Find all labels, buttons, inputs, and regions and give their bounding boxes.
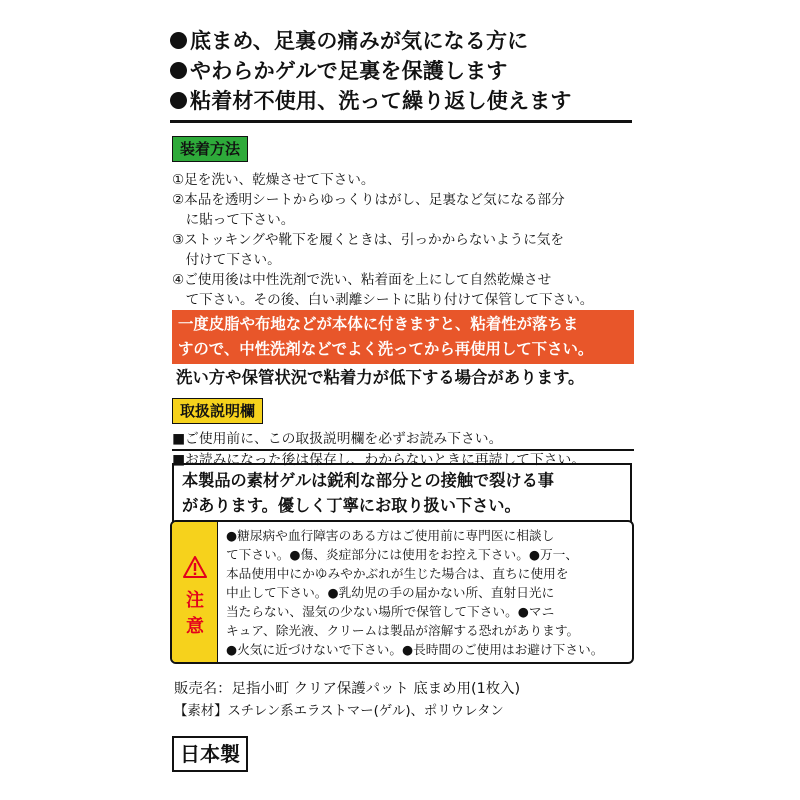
feature-text: やわらかゲルで足裏を保護します [190,59,508,83]
feature-item [170,56,640,86]
caution-sidebar [172,522,218,662]
gel-notice-box [172,463,632,523]
manual-line: ■ご使用前に、この取扱説明欄を必ずお読み下さい。 [172,431,503,447]
caution-label-char: 注 [186,590,204,611]
caution-text [226,526,630,659]
caution-label-char: 意 [186,616,204,637]
step-line: に貼って下さい。 [172,212,295,228]
feature-list [170,26,640,116]
feature-text: 粘着材不使用、洗って繰り返し使えます [190,89,572,113]
caution-line: 中止して下さい。●乳幼児の手の届かない所、直射日光に [226,585,555,600]
feature-text: 底まめ、足裏の痛みが気になる方に [190,29,529,53]
step-line: ①足を洗い、乾燥させて下さい。 [172,172,375,188]
gel-notice-line: 本製品の素材ゲルは鋭利な部分との接触で裂ける事 [182,471,554,490]
step-line: て下さい。その後、白い剥離シートに貼り付けて保管して下さい。 [172,292,594,308]
adhesion-note: 洗い方や保管状況で粘着力が低下する場合があります。 [176,368,585,387]
top-divider [170,120,632,123]
product-name: 販売名：足指小町 クリア保護パット 底まめ用(1枚入) [174,681,521,697]
step-line: ③ストッキングや靴下を履くときは、引っかからないように気を [172,232,564,248]
caution-line: ●火気に近づけないで下さい。●長時間のご使用はお避け下さい。 [226,642,604,657]
caution-line: 当たらない、湿気の少ない場所で保管して下さい。●マニ [226,604,555,619]
bullet-dot-icon [170,92,187,109]
material-info: 【素材】スチレン系エラストマー(ゲル)、ポリウレタン [174,704,504,719]
country-of-origin: 日本製 [172,736,248,772]
warning-triangle-icon [183,556,207,578]
feature-item [170,26,640,56]
caution-line: キュア、除光液、クリームは製品が溶解する恐れがあります。 [226,623,580,638]
adhesion-warning-line: 一度皮脂や布地などが本体に付きますと、粘着性が落ちま [178,315,579,333]
feature-item [170,86,640,116]
caution-line: ●糖尿病や血行障害のある方はご使用前に専門医に相談し [226,528,555,543]
manual-line: ■お読みになった後は保存し、わからないときに再読して下さい。 [172,451,586,468]
step-line: ④ご使用後は中性洗剤で洗い、粘着面を上にして自然乾燥させ [172,272,552,288]
caution-line: て下さい。●傷、炎症部分には使用をお控え下さい。●万一、 [226,547,579,562]
caution-box [170,520,634,664]
step-line: ②本品を透明シートからゆっくりはがし、足裏など気になる部分 [172,192,565,208]
how-to-use-title: 装着方法 [172,136,248,162]
bullet-dot-icon [170,32,187,49]
adhesion-warning-banner [172,310,634,364]
caution-line: 本品使用中にかゆみやかぶれが生じた場合は、直ちに使用を [226,566,569,581]
bullet-dot-icon [170,62,187,79]
gel-notice-line: があります。優しく丁寧にお取り扱い下さい。 [182,496,521,515]
adhesion-warning-line: すので、中性洗剤などでよく洗ってから再使用して下さい。 [178,340,594,358]
step-line: 付けて下さい。 [172,252,281,268]
manual-title: 取扱説明欄 [172,398,263,424]
how-to-use-steps [172,170,634,310]
